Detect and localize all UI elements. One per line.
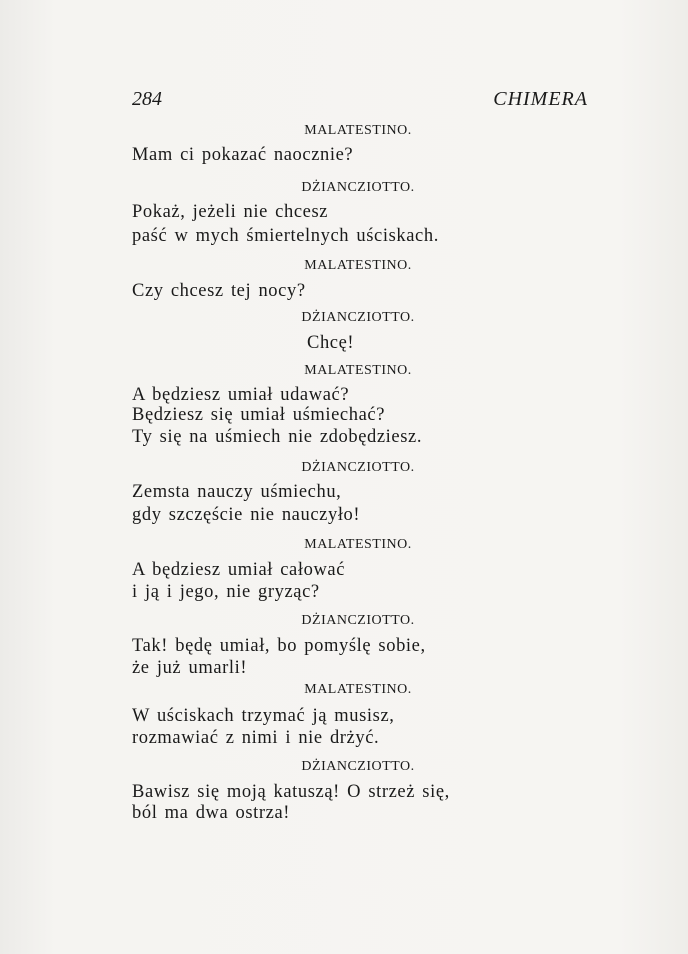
verse-line: Bawisz się moją katuszą! O strzeż się, xyxy=(132,782,450,802)
speaker-label: MALATESTINO. xyxy=(304,123,412,138)
verse-line: że już umarli! xyxy=(132,658,248,678)
verse-line: i ją i jego, nie gryząc? xyxy=(132,582,320,602)
speaker-label: MALATESTINO. xyxy=(304,537,412,552)
speaker-label: MALATESTINO. xyxy=(304,363,412,378)
verse-line: ból ma dwa ostrza! xyxy=(132,803,291,823)
verse-line: Chcę! xyxy=(307,333,355,353)
page-number: 284 xyxy=(132,88,162,110)
verse-line: Mam ci pokazać naocznie? xyxy=(132,145,354,165)
speaker-label: DŻIANCZIOTTO. xyxy=(301,180,415,195)
verse-line: A będziesz umiał udawać? xyxy=(132,385,350,405)
speaker-label: MALATESTINO. xyxy=(304,682,412,697)
verse-line: A będziesz umiał całować xyxy=(132,560,346,580)
verse-line: rozmawiać z nimi i nie drżyć. xyxy=(132,728,380,748)
speaker-label: MALATESTINO. xyxy=(304,258,412,273)
verse-line: W uściskach trzymać ją musisz, xyxy=(132,706,395,726)
speaker-label: DŻIANCZIOTTO. xyxy=(301,460,415,475)
verse-line: paść w mych śmiertelnych uściskach. xyxy=(132,226,439,246)
speaker-label: DŻIANCZIOTTO. xyxy=(301,310,415,325)
verse-line: Ty się na uśmiech nie zdobędziesz. xyxy=(132,427,423,447)
running-title: CHIMERA xyxy=(493,88,588,110)
verse-line: gdy szczęście nie nauczyło! xyxy=(132,505,361,525)
verse-line: Zemsta nauczy uśmiechu, xyxy=(132,482,342,502)
speaker-label: DŻIANCZIOTTO. xyxy=(301,759,415,774)
verse-line: Pokaż, jeżeli nie chcesz xyxy=(132,202,329,222)
speaker-label: DŻIANCZIOTTO. xyxy=(301,613,415,628)
verse-line: Będziesz się umiał uśmiechać? xyxy=(132,405,386,425)
verse-line: Tak! będę umiał, bo pomyślę sobie, xyxy=(132,636,426,656)
verse-line: Czy chcesz tej nocy? xyxy=(132,281,306,301)
